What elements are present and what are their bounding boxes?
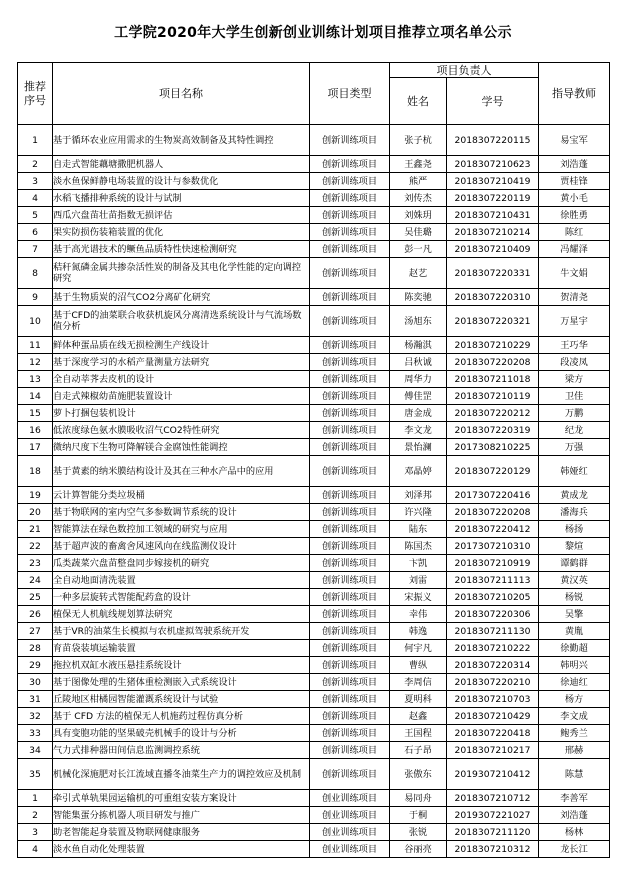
row-number: 11 — [18, 337, 53, 354]
table-row — [18, 504, 610, 521]
advisor-name: 谭鹤群 — [539, 555, 610, 572]
table-row — [18, 824, 610, 841]
project-name: 基于黄素的纳米膜结构设计及其在三种水产品中的应用 — [53, 456, 310, 487]
project-name: 基于CFD的油菜联合收获机旋风分离清选系统设计与气流场数值分析 — [53, 306, 310, 337]
table-row — [18, 742, 610, 759]
row-number: 34 — [18, 742, 53, 759]
student-id: 2018307220310 — [447, 289, 539, 306]
project-name: 一种多层旋转式智能配药盒的设计 — [53, 589, 310, 606]
header-leader-id: 学号 — [447, 78, 539, 125]
advisor-name: 徐迪红 — [539, 674, 610, 691]
row-number: 31 — [18, 691, 53, 708]
project-type: 创新训练项目 — [310, 306, 390, 337]
project-type: 创新训练项目 — [310, 640, 390, 657]
row-number: 8 — [18, 258, 53, 289]
advisor-name: 徐胜勇 — [539, 207, 610, 224]
project-type: 创业训练项目 — [310, 824, 390, 841]
advisor-name: 韩娅红 — [539, 456, 610, 487]
project-type: 创新训练项目 — [310, 207, 390, 224]
row-number: 9 — [18, 289, 53, 306]
row-number: 23 — [18, 555, 53, 572]
project-name: 全自动地面清洗装置 — [53, 572, 310, 589]
student-id: 2018307220212 — [447, 405, 539, 422]
project-name: 基于 CFD 方法的植保无人机施药过程仿真分析 — [53, 708, 310, 725]
row-number: 28 — [18, 640, 53, 657]
project-type: 创新训练项目 — [310, 125, 390, 156]
project-name: 育苗袋装填运输装置 — [53, 640, 310, 657]
table-row — [18, 289, 610, 306]
table-row — [18, 258, 610, 289]
project-name: 基于深度学习的水稻产量测量方法研究 — [53, 354, 310, 371]
leader-name: 卞凯 — [390, 555, 447, 572]
project-type: 创新训练项目 — [310, 674, 390, 691]
advisor-name: 杨扬 — [539, 521, 610, 538]
student-id: 2018307220129 — [447, 456, 539, 487]
project-type: 创新训练项目 — [310, 258, 390, 289]
advisor-name: 黎煊 — [539, 538, 610, 555]
advisor-name: 王巧华 — [539, 337, 610, 354]
row-number: 4 — [18, 841, 53, 858]
table-row — [18, 538, 610, 555]
project-name: 萝卜打捆包装机设计 — [53, 405, 310, 422]
row-number: 4 — [18, 190, 53, 207]
project-name: 基于循环农业应用需求的生物炭高效制备及其特性调控 — [53, 125, 310, 156]
advisor-name: 黄成龙 — [539, 487, 610, 504]
project-name: 淡水鱼保鲜静电场装置的设计与参数优化 — [53, 173, 310, 190]
student-id: 2018307210119 — [447, 388, 539, 405]
row-number: 3 — [18, 173, 53, 190]
header-no: 推荐序号 — [18, 63, 53, 125]
project-name: 水稻飞播排种系统的设计与试制 — [53, 190, 310, 207]
table-row — [18, 640, 610, 657]
leader-name: 于桐 — [390, 807, 447, 824]
project-name: 云计算智能分类垃圾桶 — [53, 487, 310, 504]
advisor-name: 潘海兵 — [539, 504, 610, 521]
project-table — [17, 62, 610, 858]
student-id: 2018307210712 — [447, 790, 539, 807]
row-number: 1 — [18, 125, 53, 156]
leader-name: 吴佳璐 — [390, 224, 447, 241]
row-number: 2 — [18, 807, 53, 824]
leader-name: 陈国杰 — [390, 538, 447, 555]
table-row — [18, 456, 610, 487]
student-id: 2018307210205 — [447, 589, 539, 606]
table-row — [18, 807, 610, 824]
leader-name: 易同舟 — [390, 790, 447, 807]
row-number: 21 — [18, 521, 53, 538]
table-row — [18, 572, 610, 589]
leader-name: 王国程 — [390, 725, 447, 742]
project-type: 创业训练项目 — [310, 790, 390, 807]
project-type: 创新训练项目 — [310, 487, 390, 504]
project-type: 创新训练项目 — [310, 555, 390, 572]
leader-name: 谷丽亮 — [390, 841, 447, 858]
row-number: 13 — [18, 371, 53, 388]
project-type: 创新训练项目 — [310, 405, 390, 422]
row-number: 16 — [18, 422, 53, 439]
student-id: 2018307210409 — [447, 241, 539, 258]
project-type: 创新训练项目 — [310, 606, 390, 623]
student-id: 2018307210222 — [447, 640, 539, 657]
leader-name: 汤旭东 — [390, 306, 447, 337]
student-id: 2018307210419 — [447, 173, 539, 190]
leader-name: 刘泽邦 — [390, 487, 447, 504]
advisor-name: 易宝军 — [539, 125, 610, 156]
advisor-name: 杨方 — [539, 691, 610, 708]
student-id: 2018307210431 — [447, 207, 539, 224]
leader-name: 李周信 — [390, 674, 447, 691]
leader-name: 张傲东 — [390, 759, 447, 790]
row-number: 24 — [18, 572, 53, 589]
leader-name: 景怡澜 — [390, 439, 447, 456]
project-type: 创新训练项目 — [310, 173, 390, 190]
table-row — [18, 555, 610, 572]
leader-name: 唐金成 — [390, 405, 447, 422]
project-name: 全自动莘荠去皮机的设计 — [53, 371, 310, 388]
table-row — [18, 725, 610, 742]
project-name: 低浓度绿色氨水膜吸收沼气CO2特性研究 — [53, 422, 310, 439]
leader-name: 吕秋诚 — [390, 354, 447, 371]
leader-name: 曹纵 — [390, 657, 447, 674]
table-row — [18, 337, 610, 354]
student-id: 2018307210214 — [447, 224, 539, 241]
table-row — [18, 388, 610, 405]
leader-name: 宋振义 — [390, 589, 447, 606]
advisor-name: 李善军 — [539, 790, 610, 807]
leader-name: 杨瀚淇 — [390, 337, 447, 354]
project-type: 创新训练项目 — [310, 439, 390, 456]
table-row — [18, 354, 610, 371]
leader-name: 何宇凡 — [390, 640, 447, 657]
project-type: 创新训练项目 — [310, 708, 390, 725]
row-number: 10 — [18, 306, 53, 337]
advisor-name: 李文成 — [539, 708, 610, 725]
header-type: 项目类型 — [310, 63, 390, 125]
advisor-name: 邢赫 — [539, 742, 610, 759]
project-type: 创新训练项目 — [310, 224, 390, 241]
row-number: 22 — [18, 538, 53, 555]
leader-name: 王鑫尧 — [390, 156, 447, 173]
table-row — [18, 674, 610, 691]
project-type: 创新训练项目 — [310, 156, 390, 173]
project-type: 创新训练项目 — [310, 504, 390, 521]
student-id: 2018307220210 — [447, 674, 539, 691]
advisor-name: 黄汉英 — [539, 572, 610, 589]
leader-name: 刘传杰 — [390, 190, 447, 207]
row-number: 15 — [18, 405, 53, 422]
header-leader-name: 姓名 — [390, 78, 447, 125]
leader-name: 石子昂 — [390, 742, 447, 759]
project-name: 基于VR的油菜生长模拟与农机虚拟驾驶系统开发 — [53, 623, 310, 640]
student-id: 2017307210310 — [447, 538, 539, 555]
project-type: 创新训练项目 — [310, 742, 390, 759]
project-type: 创新训练项目 — [310, 422, 390, 439]
project-name: 秸秆氮磷金属共掺杂活性炭的制备及其电化学性能的定向调控研究 — [53, 258, 310, 289]
table-body — [18, 125, 610, 858]
leader-name: 邓晶婷 — [390, 456, 447, 487]
row-number: 5 — [18, 207, 53, 224]
project-name: 微纳尺度下生物可降解镁合金腐蚀性能调控 — [53, 439, 310, 456]
table-row — [18, 623, 610, 640]
project-type: 创新训练项目 — [310, 456, 390, 487]
project-type: 创新训练项目 — [310, 572, 390, 589]
row-number: 35 — [18, 759, 53, 790]
advisor-name: 鲍秀兰 — [539, 725, 610, 742]
row-number: 7 — [18, 241, 53, 258]
leader-name: 赵艺 — [390, 258, 447, 289]
student-id: 2018307211130 — [447, 623, 539, 640]
project-name: 具有变胞功能的坚果破壳机械手的设计与分析 — [53, 725, 310, 742]
advisor-name: 万强 — [539, 439, 610, 456]
advisor-name: 段凌凤 — [539, 354, 610, 371]
row-number: 17 — [18, 439, 53, 456]
project-name: 自走式智能藕塘撒肥机器人 — [53, 156, 310, 173]
advisor-name: 贾桂锋 — [539, 173, 610, 190]
table-row — [18, 521, 610, 538]
leader-name: 韩逸 — [390, 623, 447, 640]
leader-name: 陈奕驰 — [390, 289, 447, 306]
leader-name: 张锐 — [390, 824, 447, 841]
project-type: 创新训练项目 — [310, 241, 390, 258]
header-name: 项目名称 — [53, 63, 310, 125]
row-number: 20 — [18, 504, 53, 521]
project-name: 基于图像处理的生猪体重检测嵌入式系统设计 — [53, 674, 310, 691]
project-name: 瓜类蔬菜穴盘苗整盘同步嫁接机的研究 — [53, 555, 310, 572]
student-id: 2018307220314 — [447, 657, 539, 674]
advisor-name: 刘浩蓬 — [539, 156, 610, 173]
leader-name: 彭一凡 — [390, 241, 447, 258]
project-type: 创新训练项目 — [310, 589, 390, 606]
row-number: 3 — [18, 824, 53, 841]
project-type: 创业训练项目 — [310, 807, 390, 824]
leader-name: 夏明科 — [390, 691, 447, 708]
project-type: 创新训练项目 — [310, 691, 390, 708]
project-name: 自走式辣椒幼苗施肥装置设计 — [53, 388, 310, 405]
header-advisor: 指导教师 — [539, 63, 610, 125]
table-row — [18, 657, 610, 674]
project-name: 拖拉机双缸水液压悬挂系统设计 — [53, 657, 310, 674]
row-number: 26 — [18, 606, 53, 623]
project-name: 果实防损伤装箱装置的优化 — [53, 224, 310, 241]
project-name: 基于超声波的畜禽舍风速风向在线监测仪设计 — [53, 538, 310, 555]
project-name: 丘陵地区柑橘园智能灌溉系统设计与试验 — [53, 691, 310, 708]
student-id: 2018307211018 — [447, 371, 539, 388]
project-name: 基于物联网的室内空气多参数调节系统的设计 — [53, 504, 310, 521]
row-number: 29 — [18, 657, 53, 674]
advisor-name: 贺清尧 — [539, 289, 610, 306]
table-row — [18, 190, 610, 207]
leader-name: 傅佳罡 — [390, 388, 447, 405]
project-name: 植保无人机航线规划算法研究 — [53, 606, 310, 623]
student-id: 2018307220412 — [447, 521, 539, 538]
project-type: 创新训练项目 — [310, 337, 390, 354]
project-type: 创新训练项目 — [310, 759, 390, 790]
row-number: 33 — [18, 725, 53, 742]
row-number: 30 — [18, 674, 53, 691]
advisor-name: 徐勤超 — [539, 640, 610, 657]
leader-name: 刘雷 — [390, 572, 447, 589]
leader-name: 许兴隆 — [390, 504, 447, 521]
advisor-name: 牛文娟 — [539, 258, 610, 289]
project-type: 创新训练项目 — [310, 538, 390, 555]
project-type: 创新训练项目 — [310, 190, 390, 207]
advisor-name: 冯耀泽 — [539, 241, 610, 258]
project-name: 西瓜穴盘苗壮苗指数无损评估 — [53, 207, 310, 224]
project-name: 机械化深施肥对长江流域直播冬油菜生产力的调控效应及机制 — [53, 759, 310, 790]
student-id: 2018307211120 — [447, 824, 539, 841]
table-row — [18, 306, 610, 337]
student-id: 2018307220119 — [447, 190, 539, 207]
table-row — [18, 439, 610, 456]
advisor-name: 黄小毛 — [539, 190, 610, 207]
table-row — [18, 487, 610, 504]
project-type: 创新训练项目 — [310, 388, 390, 405]
advisor-name: 万星宇 — [539, 306, 610, 337]
student-id: 2018307220115 — [447, 125, 539, 156]
project-type: 创新训练项目 — [310, 354, 390, 371]
row-number: 18 — [18, 456, 53, 487]
table-row — [18, 841, 610, 858]
advisor-name: 杨林 — [539, 824, 610, 841]
row-number: 2 — [18, 156, 53, 173]
leader-name: 张子杭 — [390, 125, 447, 156]
table-row — [18, 207, 610, 224]
leader-name: 赵鑫 — [390, 708, 447, 725]
table-row — [18, 759, 610, 790]
document-title: 工学院2020年大学生创新创业训练计划项目推荐立项名单公示 — [114, 25, 512, 41]
project-type: 创业训练项目 — [310, 841, 390, 858]
row-number: 1 — [18, 790, 53, 807]
table-row — [18, 156, 610, 173]
row-number: 27 — [18, 623, 53, 640]
student-id: 2018307210312 — [447, 841, 539, 858]
advisor-name: 黄胤 — [539, 623, 610, 640]
student-id: 2018307210217 — [447, 742, 539, 759]
student-id: 2018307220418 — [447, 725, 539, 742]
project-type: 创新训练项目 — [310, 657, 390, 674]
leader-name: 周华力 — [390, 371, 447, 388]
project-name: 基于高光谱技术的鳜鱼品质特性快速检测研究 — [53, 241, 310, 258]
student-id: 2018307210429 — [447, 708, 539, 725]
project-name: 智能算法在绿色数控加工领域的研究与应用 — [53, 521, 310, 538]
advisor-name: 龙长江 — [539, 841, 610, 858]
student-id: 2017307220416 — [447, 487, 539, 504]
student-id: 2018307220321 — [447, 306, 539, 337]
table-row — [18, 790, 610, 807]
project-name: 智能集蛋分拣机器人项目研发与推广 — [53, 807, 310, 824]
student-id: 2018307220319 — [447, 422, 539, 439]
table-row — [18, 708, 610, 725]
leader-name: 幸伟 — [390, 606, 447, 623]
student-id: 2018307211113 — [447, 572, 539, 589]
project-type: 创新训练项目 — [310, 371, 390, 388]
row-number: 14 — [18, 388, 53, 405]
student-id: 2019307210412 — [447, 759, 539, 790]
student-id: 2018307210623 — [447, 156, 539, 173]
table-row — [18, 589, 610, 606]
advisor-name: 刘浩蓬 — [539, 807, 610, 824]
student-id: 2017308210225 — [447, 439, 539, 456]
student-id: 2018307220208 — [447, 504, 539, 521]
advisor-name: 纪龙 — [539, 422, 610, 439]
row-number: 19 — [18, 487, 53, 504]
advisor-name: 梁方 — [539, 371, 610, 388]
row-number: 25 — [18, 589, 53, 606]
project-name: 鲜体种蛋品质在线无损检测生产线设计 — [53, 337, 310, 354]
project-type: 创新训练项目 — [310, 623, 390, 640]
leader-name: 熊严 — [390, 173, 447, 190]
advisor-name: 卫佳 — [539, 388, 610, 405]
table-row — [18, 241, 610, 258]
header-leader: 项目负责人 — [390, 63, 539, 78]
table-row — [18, 173, 610, 190]
table-row — [18, 606, 610, 623]
leader-name: 李文龙 — [390, 422, 447, 439]
student-id: 2018307220208 — [447, 354, 539, 371]
advisor-name: 万鹏 — [539, 405, 610, 422]
table-row — [18, 224, 610, 241]
project-type: 创新训练项目 — [310, 725, 390, 742]
student-id: 2019307221027 — [447, 807, 539, 824]
project-name: 助老智能起身装置及物联网健康服务 — [53, 824, 310, 841]
project-name: 牵引式单轨果园运输机的可重组安装方案设计 — [53, 790, 310, 807]
advisor-name: 吴擎 — [539, 606, 610, 623]
table-row — [18, 422, 610, 439]
project-name: 气力式排种器田间信息监测调控系统 — [53, 742, 310, 759]
advisor-name: 陈慧 — [539, 759, 610, 790]
row-number: 6 — [18, 224, 53, 241]
student-id: 2018307220306 — [447, 606, 539, 623]
row-number: 12 — [18, 354, 53, 371]
row-number: 32 — [18, 708, 53, 725]
student-id: 2018307220331 — [447, 258, 539, 289]
student-id: 2018307210229 — [447, 337, 539, 354]
table-row — [18, 125, 610, 156]
project-type: 创新训练项目 — [310, 289, 390, 306]
leader-name: 陆东 — [390, 521, 447, 538]
project-name: 基于生物质炭的沼气CO2分离矿化研究 — [53, 289, 310, 306]
table-row — [18, 371, 610, 388]
student-id: 2018307210703 — [447, 691, 539, 708]
advisor-name: 陈红 — [539, 224, 610, 241]
advisor-name: 杨锐 — [539, 589, 610, 606]
table-row — [18, 405, 610, 422]
leader-name: 刘姝玥 — [390, 207, 447, 224]
student-id: 2018307210919 — [447, 555, 539, 572]
table-row — [18, 691, 610, 708]
project-type: 创新训练项目 — [310, 521, 390, 538]
advisor-name: 韩明兴 — [539, 657, 610, 674]
project-name: 淡水鱼自动化处理装置 — [53, 841, 310, 858]
